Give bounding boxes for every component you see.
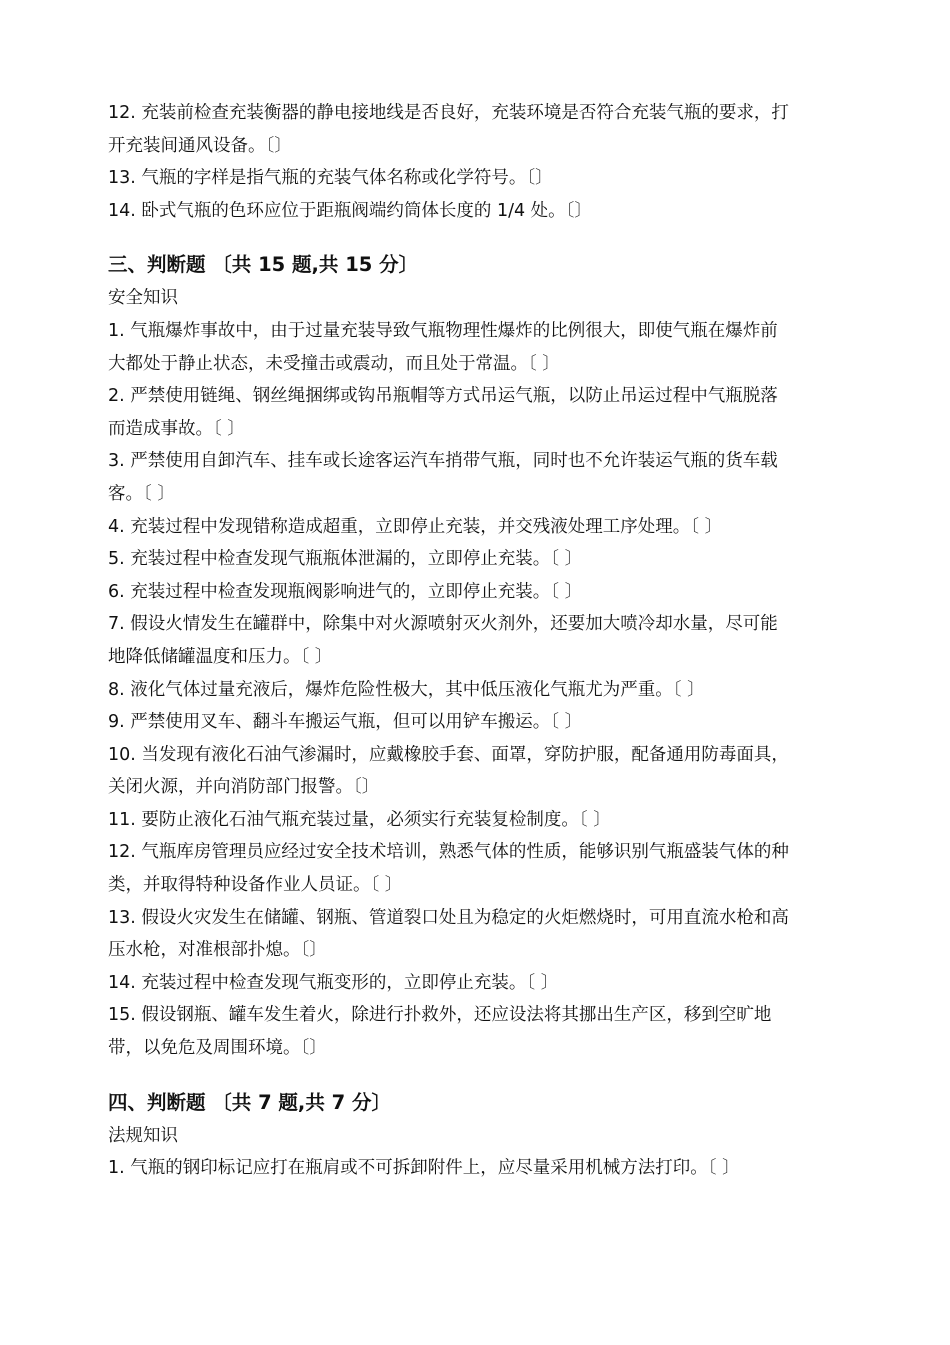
- question-line: 4. 充装过程中发现错称造成超重，立即停止充装，并交残液处理工序处理。〔 〕: [108, 516, 723, 537]
- section-prev-items: [108, 97, 856, 227]
- question-line: 开充装间通风设备。〔〕: [108, 135, 292, 156]
- question-line: 3. 严禁使用自卸汽车、挂车或长途客运汽车捎带气瓶，同时也不允许装运气瓶的货车载: [108, 451, 778, 472]
- question-line: 地降低储罐温度和压力。〔 〕: [108, 646, 333, 667]
- question-line: 1. 气瓶爆炸事故中，由于过量充装导致气瓶物理性爆炸的比例很大，即使气瓶在爆炸前: [108, 320, 778, 341]
- question-line: 类，并取得特种设备作业人员证。〔 〕: [108, 875, 403, 896]
- section-4: [108, 1086, 856, 1185]
- spacer: [108, 227, 856, 248]
- question-line: 11. 要防止液化石油气瓶充装过量，必须实行充装复检制度。〔 〕: [108, 809, 611, 830]
- question-line: 14. 卧式气瓶的色环应位于距瓶阀端约筒体长度的 1/4 处。〔〕: [108, 200, 592, 221]
- question-line: 2. 严禁使用链绳、钢丝绳捆绑或钩吊瓶帽等方式吊运气瓶，以防止吊运过程中气瓶脱落: [108, 386, 778, 407]
- question-line: 14. 充装过程中检查发现气瓶变形的，立即停止充装。〔 〕: [108, 972, 559, 993]
- question-line: 9. 严禁使用叉车、翻斗车搬运气瓶，但可以用铲车搬运。〔 〕: [108, 712, 583, 733]
- question-line: 关闭火源，并向消防部门报警。〔〕: [108, 777, 380, 798]
- question-line: 客。〔 〕: [108, 483, 175, 504]
- question-line: 7. 假设火情发生在罐群中，除集中对火源喷射灭火剂外，还要加大喷冷却水量，尽可能: [108, 614, 778, 635]
- question-line: 大都处于静止状态，未受撞击或震动，而且处于常温。〔 〕: [108, 353, 560, 374]
- spacer: [108, 1065, 856, 1086]
- question-line: 而造成事故。〔 〕: [108, 418, 245, 439]
- question-line: 13. 假设火灾发生在储罐、钢瓶、管道裂口处且为稳定的火炬燃烧时，可用直流水枪和高: [108, 907, 789, 928]
- question-line: 带，以免危及周围环境。〔〕: [108, 1038, 327, 1059]
- section-subtitle: 安全知识: [108, 288, 178, 309]
- section-heading: 三、判断题 〔共 15 题,共 15 分〕: [108, 253, 419, 277]
- question-line: 13. 气瓶的字样是指气瓶的充装气体名称或化学符号。〔〕: [108, 168, 553, 189]
- section-heading: 四、判断题 〔共 7 题,共 7 分〕: [108, 1090, 391, 1114]
- question-line: 8. 液化气体过量充液后，爆炸危险性极大，其中低压液化气瓶尤为严重。〔 〕: [108, 679, 705, 700]
- question-line: 6. 充装过程中检查发现瓶阀影响进气的，立即停止充装。〔 〕: [108, 581, 583, 602]
- section-3: [108, 248, 856, 1064]
- question-line: 12. 充装前检查充装衡器的静电接地线是否良好，充装环境是否符合充装气瓶的要求，打: [108, 103, 789, 123]
- question-line: 1. 气瓶的钢印标记应打在瓶肩或不可拆卸附件上，应尽量采用机械方法打印。〔 〕: [108, 1158, 740, 1179]
- document-page: [108, 97, 856, 1185]
- question-line: 12. 气瓶库房管理员应经过安全技术培训，熟悉气体的性质，能够识别气瓶盛装气体的种: [108, 842, 789, 863]
- question-line: 5. 充装过程中检查发现气瓶瓶体泄漏的，立即停止充装。〔 〕: [108, 549, 583, 570]
- question-line: 15. 假设钢瓶、罐车发生着火，除进行扑救外，还应设法将其挪出生产区，移到空旷地: [108, 1005, 772, 1026]
- section-subtitle: 法规知识: [108, 1125, 178, 1146]
- question-line: 10. 当发现有液化石油气渗漏时，应戴橡胶手套、面罩，穿防护服，配备通用防毒面具，: [108, 744, 789, 765]
- question-line: 压水枪，对准根部扑熄。〔〕: [108, 940, 327, 961]
